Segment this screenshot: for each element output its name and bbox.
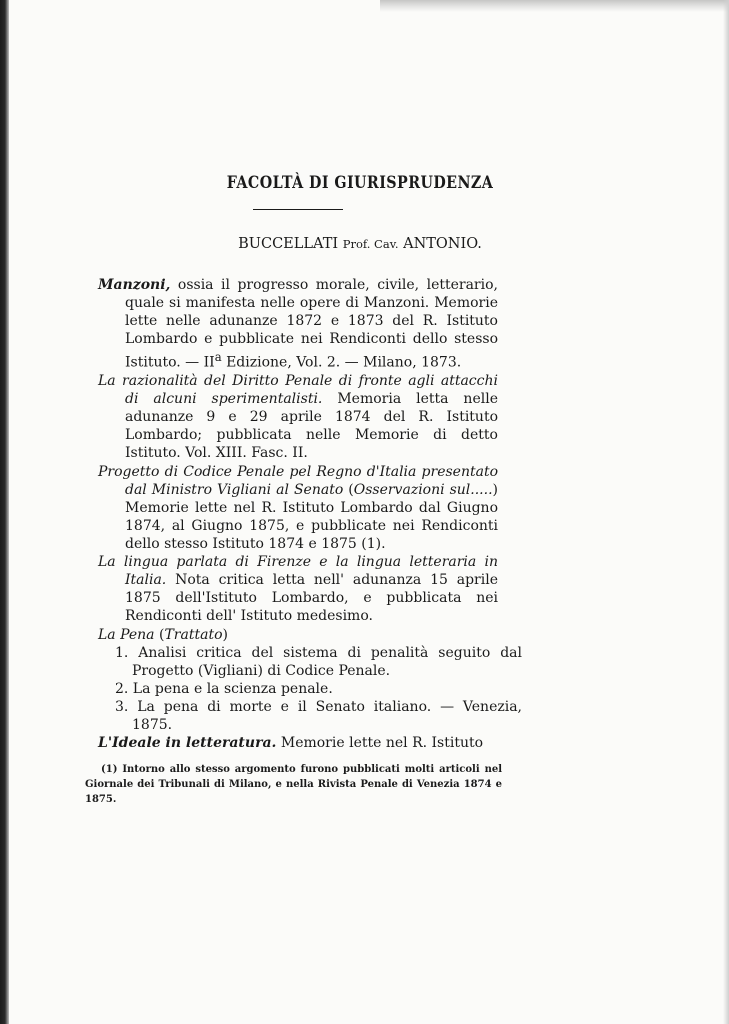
bibliography-entry bbox=[98, 734, 498, 752]
entry-title: La lingua parlata di Firenze e la lingua letteraria in Italia. bbox=[98, 554, 498, 589]
author-surname: BUCCELLATI bbox=[238, 236, 339, 252]
scan-right-edge bbox=[723, 0, 729, 1024]
pena-list-item: 3. La pena di morte e il Senato italiano. — Venezia, 1875. bbox=[115, 699, 522, 734]
bibliography-entry bbox=[98, 463, 498, 553]
entry-title: Progetto di Codice Penale pel Regno d'Italia presentato dal Ministro Vigliani al Senato bbox=[98, 463, 498, 498]
entry-title: La razionalità del Diritto Penale di fronte agli attacchi di alcuni sperimentalisti. bbox=[98, 373, 498, 408]
entry-text: Memoria letta nelle adunanze 9 e 29 aprile 1874 del R. Istituto Lombardo; pubblicata nelle Memorie di detto Istituto. Vol. XIII. Fasc. II. bbox=[125, 391, 498, 462]
bibliography-entry bbox=[98, 372, 498, 462]
author-given-name: ANTONIO. bbox=[403, 236, 482, 252]
footnote: (1) Intorno allo stesso argomento furono pubblicati molti articoli nel Giornale dei Tribunali di Milano, e nella Rivista Penale di Venezia 1874 e 1875. bbox=[85, 764, 502, 805]
title-divider bbox=[253, 209, 343, 210]
edition-superscript: a bbox=[214, 350, 222, 364]
pena-list-item: 1. Analisi critica del sistema di penalità seguito dal Progetto (Vigliani) di Codice Penale. bbox=[115, 645, 522, 680]
entry-text: Nota critica letta nell' adunanza 15 aprile 1875 dell'Istituto Lombardo, e pubblicata nei Rendiconti dell' Istituto medesimo. bbox=[125, 572, 498, 625]
entry-title: La Pena bbox=[98, 626, 155, 643]
entry-title: Manzoni, bbox=[98, 277, 171, 293]
entry-paren-close: ) bbox=[222, 626, 228, 643]
entry-subtitle: Osservazioni sul..... bbox=[353, 481, 493, 498]
bibliography-entry bbox=[98, 553, 498, 625]
bibliography bbox=[98, 276, 522, 753]
entry-text: Memorie lette nel R. Istituto bbox=[276, 735, 484, 752]
entry-text-continued: Edizione, Vol. 2. — Milano, 1873. bbox=[221, 354, 462, 371]
entry-text: ) Memorie lette nel R. Istituto Lombardo dal Giugno 1874, al Giugno 1875, e pubblicate nei Rendiconti dello stesso Istituto 1874 e 1875 (1). bbox=[125, 481, 498, 552]
scan-binding-shadow bbox=[0, 0, 9, 1024]
entry-paren-open: ( bbox=[343, 481, 354, 498]
entry-paren-open: ( bbox=[154, 626, 165, 643]
entry-title: L'Ideale in letteratura. bbox=[98, 735, 277, 752]
bibliography-entry bbox=[98, 276, 498, 372]
bibliography-entry bbox=[98, 626, 498, 644]
page-title: FACOLTÀ DI GIURISPRUDENZA bbox=[226, 173, 494, 193]
pena-list-item: 2. La pena e la scienza penale. bbox=[115, 681, 333, 698]
author-heading bbox=[160, 236, 560, 252]
entry-subtitle: Trattato bbox=[164, 626, 223, 643]
scan-top-edge bbox=[380, 0, 729, 12]
entry-text: ossia il progresso morale, civile, letterario, quale si manifesta nelle opere di Manzoni. Memorie lette nelle adunanze 1872 e 1873 del R. Istituto Lombardo e pubblicate nei Rendiconti dello stesso Istituto. — II bbox=[125, 277, 498, 371]
author-titles: Prof. Cav. bbox=[342, 237, 399, 251]
